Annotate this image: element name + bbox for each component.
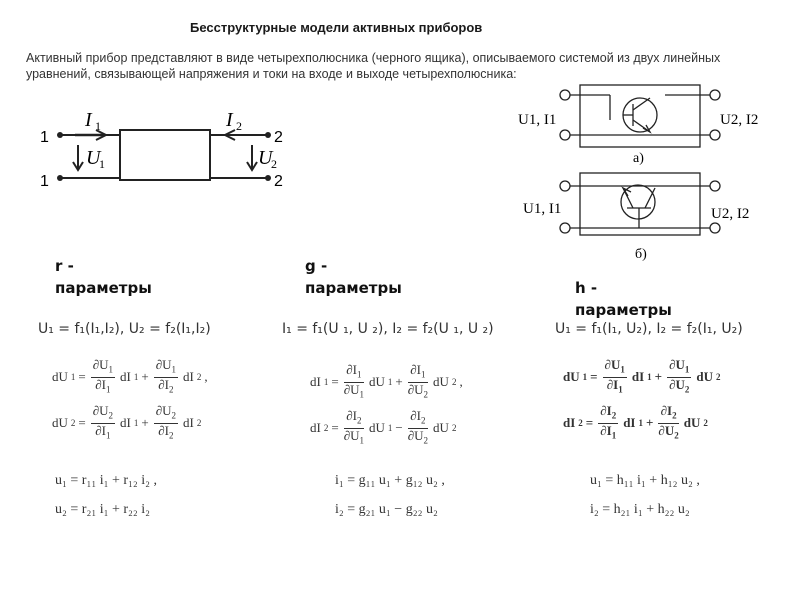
r-params-heading: r - параметры bbox=[55, 257, 152, 297]
output-label: U2, I2 bbox=[720, 112, 759, 128]
h-params-heading: h - параметры bbox=[575, 279, 672, 319]
voltage-subscript: 1 bbox=[99, 157, 105, 171]
voltage-subscript: 2 bbox=[271, 157, 277, 171]
r-differential-equations: dU 1 = $\frac{\partial U_1}{\partial I_1}$ dI 1 + $\frac{\partial U_1}{\partial I_2}$ dI 2 , dU 2 = $\frac{\partial U_2}{\partial I_1}$ dI 1 + $\frac{\partial U_2}{\partial I_2}$ dI 2 bbox=[52, 357, 208, 441]
current-subscript: 2 bbox=[236, 119, 242, 133]
h-differential-equations: dU 1 = $\frac{\partial U_1}{\partial I_1}$ dI 1 + $\frac{\partial U_1}{\partial U_2}$ dU 2 dI 2 = $\frac{\partial I_2}{\partial I_1}$ dI 1 + $\frac{\partial I_2}{\partial U_2}$ dU 2 bbox=[563, 357, 721, 441]
current-subscript: 1 bbox=[95, 119, 101, 133]
r-linear-eq-1: u₁ = r₁₁ i₁ + r₁₂ i₂ , bbox=[55, 473, 158, 488]
intro-text: Активный прибор представляют в виде четырехполюсника (черного ящика), описываемого системой из двух линейных уравнений, связывающей напряжения и токи на входе и выходе четырехполюсника: bbox=[26, 51, 721, 81]
h-function-formula: U₁ = f₁(I₁, U₂), I₂ = f₂(I₁, U₂) bbox=[555, 321, 743, 337]
r-linear-eq-2: u₂ = r₂₁ i₁ + r₂₂ i₂ bbox=[55, 502, 151, 517]
input-label: U1, I1 bbox=[523, 201, 562, 217]
r-function-formula: U₁ = f₁(I₁,I₂), U₂ = f₂(I₁,I₂) bbox=[38, 321, 211, 337]
four-pole-diagram bbox=[30, 100, 300, 200]
h-linear-eq-1: u₁ = h₁₁ i₁ + h₁₂ u₂ , bbox=[590, 473, 700, 488]
transistor-diagram-a bbox=[515, 80, 785, 165]
page-title: Бесструктурные модели активных приборов bbox=[190, 20, 483, 35]
g-params-heading: g - параметры bbox=[305, 257, 402, 297]
diagram-caption: б) bbox=[635, 247, 647, 262]
voltage-label: U bbox=[258, 147, 273, 169]
diagram-caption: а) bbox=[633, 151, 644, 165]
g-linear-eq-2: i₂ = g₂₁ u₁ − g₂₂ u₂ bbox=[335, 502, 438, 517]
port-label: 2 bbox=[274, 173, 283, 190]
voltage-label: U bbox=[86, 147, 101, 169]
port-label: 1 bbox=[40, 173, 49, 190]
g-function-formula: I₁ = f₁(U ₁, U ₂), I₂ = f₂(U ₁, U ₂) bbox=[282, 321, 494, 337]
transistor-diagram-b bbox=[515, 168, 785, 263]
current-label: I bbox=[85, 109, 92, 131]
current-label: I bbox=[226, 109, 233, 131]
input-label: U1, I1 bbox=[518, 112, 557, 128]
g-differential-equations: dI 1 = $\frac{\partial I_1}{\partial U_1}$ dU 1 + $\frac{\partial I_1}{\partial U_2}$ dU 2 , dI 2 = $\frac{\partial I_2}{\partial U_1}$ dU 1 − $\frac{\partial I_2}{\partial U_2}$ dU 2 bbox=[310, 362, 463, 446]
h-linear-eq-2: i₂ = h₂₁ i₁ + h₂₂ u₂ bbox=[590, 502, 690, 517]
output-label: U2, I2 bbox=[711, 206, 750, 222]
port-label: 2 bbox=[274, 129, 283, 146]
black-box bbox=[120, 130, 210, 180]
g-linear-eq-1: i₁ = g₁₁ u₁ + g₁₂ u₂ , bbox=[335, 473, 445, 488]
port-label: 1 bbox=[40, 129, 49, 146]
